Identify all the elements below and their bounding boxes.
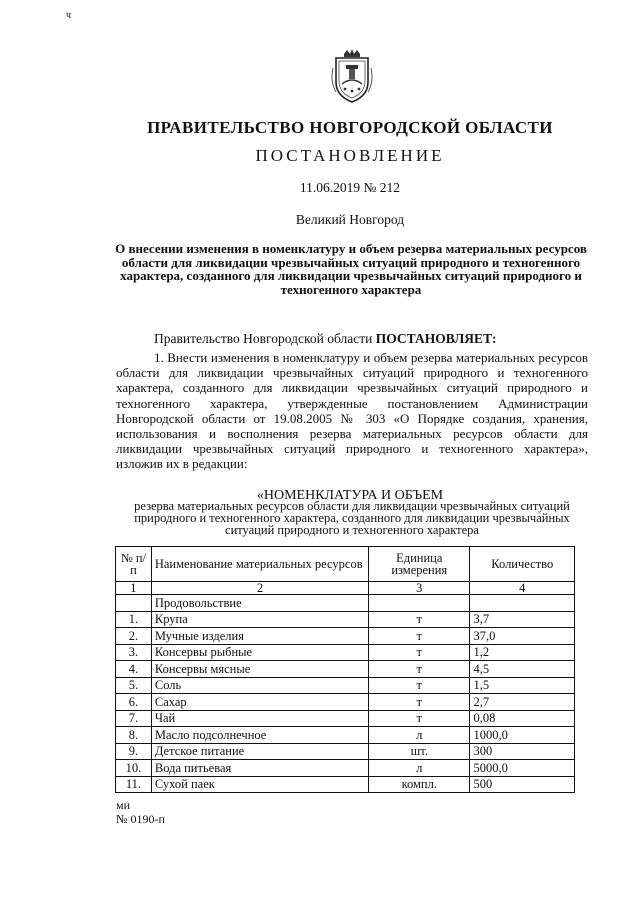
row-unit: т	[369, 628, 470, 645]
row-qty: 2,7	[470, 694, 575, 711]
section-label: Продовольствие	[151, 595, 368, 612]
table-row	[116, 661, 575, 678]
row-unit: т	[369, 694, 470, 711]
row-unit: т	[369, 644, 470, 661]
index-cell: 1	[116, 582, 152, 595]
decree-keyword: ПОСТАНОВЛЯЕТ:	[375, 331, 497, 346]
row-qty: 1,5	[470, 677, 575, 694]
coat-of-arms-emblem	[330, 48, 374, 104]
nomenclature-title: «НОМЕНКЛАТУРА И ОБЪЕМ	[256, 488, 444, 503]
row-qty: 1000,0	[470, 727, 575, 744]
row-unit: л	[369, 727, 470, 744]
row-qty: 4,5	[470, 661, 575, 678]
row-qty: 0,08	[470, 710, 575, 727]
government-title: ПРАВИТЕЛЬСТВО НОВГОРОДСКОЙ ОБЛАСТИ	[147, 118, 553, 137]
table-row	[116, 611, 575, 628]
table-row	[116, 677, 575, 694]
row-num: 6.	[116, 694, 152, 711]
index-cell: 2	[151, 582, 368, 595]
row-unit: компл.	[369, 776, 470, 793]
row-name: Сахар	[151, 694, 368, 711]
table-row	[116, 694, 575, 711]
document-type: ПОСТАНОВЛЕНИЕ	[255, 146, 445, 165]
row-qty: 37,0	[470, 628, 575, 645]
table-row	[116, 760, 575, 777]
footer-initials: ми	[116, 798, 131, 812]
row-unit: л	[369, 760, 470, 777]
table-row	[116, 628, 575, 645]
row-num: 9.	[116, 743, 152, 760]
decree-prefix: Правительство Новгородской области	[154, 331, 373, 346]
row-num: 5.	[116, 677, 152, 694]
city: Великий Новгород	[295, 212, 405, 227]
row-num: 10.	[116, 760, 152, 777]
table-row	[116, 644, 575, 661]
header-qty: Количество	[470, 547, 575, 582]
row-name: Крупа	[151, 611, 368, 628]
row-unit: т	[369, 710, 470, 727]
footer-code: № 0190-п	[116, 812, 165, 826]
row-num: 4.	[116, 661, 152, 678]
row-name: Консервы мясные	[151, 661, 368, 678]
row-qty: 5000,0	[470, 760, 575, 777]
document-subject: О внесении изменения в номенклатуру и объем резерва материальных ресурсов области для ликвидации чрезвычайных ситуаций природного и техногенного характера, созданного для ликвидации чрезвычайных ситуаций природного и техногенного характера	[115, 241, 587, 297]
table-row	[116, 710, 575, 727]
row-qty: 500	[470, 776, 575, 793]
header-name: Наименование материальных ресурсов	[151, 547, 368, 582]
row-unit: т	[369, 611, 470, 628]
row-name: Вода питьевая	[151, 760, 368, 777]
row-num: 8.	[116, 727, 152, 744]
row-num: 3.	[116, 644, 152, 661]
table-row	[116, 727, 575, 744]
header-unit: Единица измерения	[369, 547, 470, 582]
row-unit: шт.	[369, 743, 470, 760]
row-num: 1.	[116, 611, 152, 628]
row-num: 7.	[116, 710, 152, 727]
table-header-row	[116, 547, 575, 582]
row-name: Соль	[151, 677, 368, 694]
row-qty: 300	[470, 743, 575, 760]
row-name: Консервы рыбные	[151, 644, 368, 661]
row-name: Мучные изделия	[151, 628, 368, 645]
document-footer	[116, 798, 165, 826]
nomenclature-subtitle: резерва материальных ресурсов области для ликвидации чрезвычайных ситуаций природного и техногенного характера, созданного для ликвидации чрезвычайных ситуаций природного и техногенного характера	[134, 499, 570, 537]
header-num: № п/п	[116, 547, 152, 582]
corner-mark: ч	[66, 10, 72, 21]
table-row	[116, 743, 575, 760]
resources-table	[115, 546, 575, 793]
row-name: Чай	[151, 710, 368, 727]
row-qty: 1,2	[470, 644, 575, 661]
row-name: Детское питание	[151, 743, 368, 760]
table-row	[116, 776, 575, 793]
column-index-row	[116, 582, 575, 595]
row-unit: т	[369, 661, 470, 678]
row-name: Сухой паек	[151, 776, 368, 793]
row-num: 11.	[116, 776, 152, 793]
row-name: Масло подсолнечное	[151, 727, 368, 744]
date-and-number: 11.06.2019 № 212	[299, 180, 401, 195]
row-unit: т	[369, 677, 470, 694]
row-qty: 3,7	[470, 611, 575, 628]
index-cell: 3	[369, 582, 470, 595]
decree-line	[154, 331, 497, 347]
paragraph-1: 1. Внести изменения в номенклатуру и объем резерва материальных ресурсов области для ликвидации чрезвычайных ситуаций природного и техногенного характера, созданного для ликвидации чрезвычайных ситуаций природного и техногенного характера, утвержденные постановлением Администрации Новгородской области от 19.08.2005 № 303 «О Порядке создания, хранения, использования и восполнения резерва материальных ресурсов области для ликвидации чрезвычайных ситуаций природного и техногенного характера», изложив их в редакции:	[116, 350, 588, 472]
section-row	[116, 595, 575, 612]
index-cell: 4	[470, 582, 575, 595]
row-num: 2.	[116, 628, 152, 645]
